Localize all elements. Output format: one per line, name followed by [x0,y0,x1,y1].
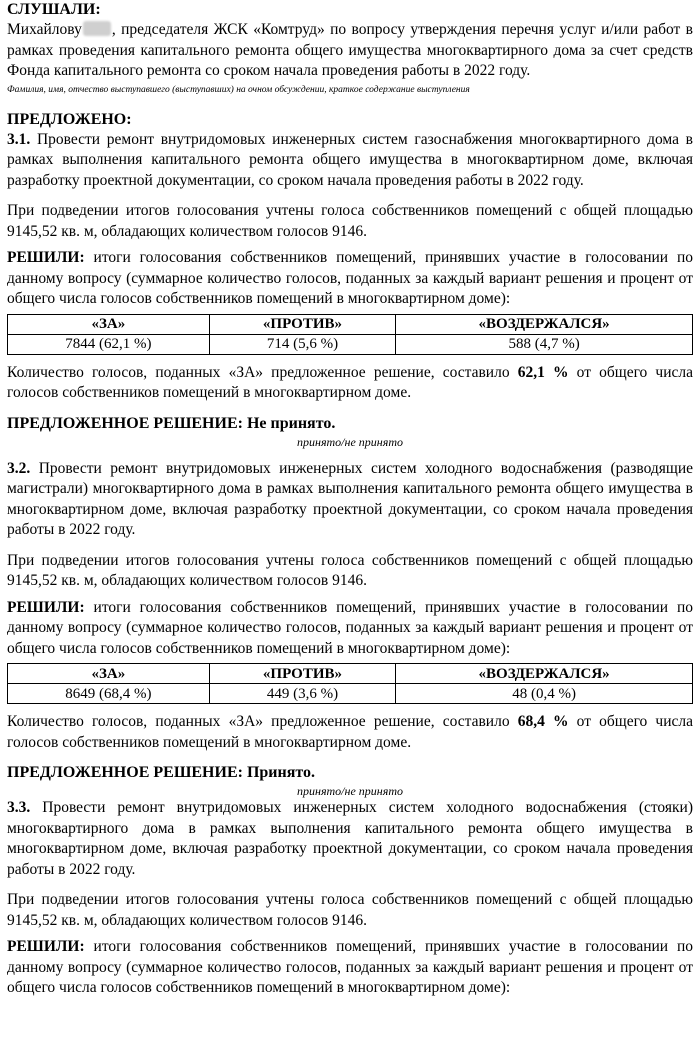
votes-value-row [8,334,693,354]
item-number: 3.1. [7,130,31,148]
item-3-1-proposal [7,130,693,192]
heard-paragraph [7,20,693,82]
col-abstain: «ВОЗДЕРЖАЛСЯ» [396,314,693,334]
item-text: Провести ремонт внутридомовых инженерных систем холодного водоснабжения (стояки) многоквартирного дома в рамках выполнения капитального ремонта общего имущества в многоквартирном доме, включая разработку проектной документации, со сроком начала проведения работы в 2022 году. [7,799,693,878]
votes-abstain: 48 (0,4 %) [396,684,693,704]
item-number: 3.3. [7,799,31,816]
item-3-3-proposal [7,798,693,880]
item-3-2-proposal [7,459,693,541]
col-abstain: «ВОЗДЕРЖАЛСЯ» [396,664,693,684]
tally-paragraph: При подведении итогов голосования учтены голоса собственников помещений с общей площадью 9145,52 кв. м, обладающих количеством голосов 9146. [7,551,693,589]
votes-header-row [8,314,693,334]
share-post: от общего числа голосов собственников помещений в многоквартирном доме. [7,363,694,401]
share-paragraph [7,363,693,404]
speaker-name: Михайлову [7,21,82,38]
decided-paragraph [7,598,693,660]
votes-value-row [8,684,693,704]
item-number: 3.2. [7,459,31,477]
redacted-name-block [83,21,111,36]
decision-line [7,414,693,434]
col-for: «ЗА» [8,314,210,334]
proposed-heading: ПРЕДЛОЖЕНО: [7,110,132,128]
decided-paragraph [7,248,693,310]
decision-line [7,763,693,783]
heard-note: Фамилия, имя, отчество выступавшего (выступавших) на очном обсуждении, краткое содержание выступления [7,84,470,95]
share-value: 68,4 % [517,713,569,730]
decision-hint: принято/не принято [296,434,403,449]
share-paragraph [7,712,693,753]
share-post: от общего числа голосов собственников помещений в многоквартирном доме. [7,713,694,751]
decision-label: ПРЕДЛОЖЕННОЕ РЕШЕНИЕ: [7,414,243,432]
item-text: Провести ремонт внутридомовых инженерных систем газоснабжения многоквартирного дома в рамках выполнения капитального ремонта общего имущества в многоквартирном доме, включая разработку проектной документации, со сроком начала проведения работы в 2022 году. [7,130,693,189]
tally-paragraph: При подведении итогов голосования учтены голоса собственников помещений с общей площадью 9145,52 кв. м, обладающих количеством голосов 9146. [7,891,693,929]
item-text: Провести ремонт внутридомовых инженерных систем холодного водоснабжения (разводящие магистрали) многоквартирного дома в рамках выполнения капитального ремонта общего имущества в многоквартирном доме, включая разработку проектной документации, со сроком начала проведения работы в 2022 году. [7,459,693,538]
votes-header-row [8,664,693,684]
decision-hint: принято/не принято [296,784,403,798]
decision-label: ПРЕДЛОЖЕННОЕ РЕШЕНИЕ: [7,764,243,781]
share-value: 62,1 % [517,363,569,381]
decided-label: РЕШИЛИ: [7,249,85,266]
votes-table [7,663,693,704]
votes-against: 714 (5,6 %) [209,334,396,354]
decided-text: итоги голосования собственников помещений, принявших участие в голосовании по данному вопросу (суммарное количество голосов, поданных за каждый вариант решения и процент от общего числа голосов собственников помещений в многоквартирном доме): [7,598,693,657]
votes-for: 8649 (68,4 %) [8,684,210,704]
heard-text: , председателя ЖСК «Комтруд» по вопросу утверждения перечня услуг и/или работ в рамках проведения капитального ремонта общего имущества многоквартирного дома за счет средств Фонда капитального ремонта со сроком начала проведения работы в 2022 году. [7,21,693,79]
votes-abstain: 588 (4,7 %) [396,334,693,354]
decided-text: итоги голосования собственников помещений, принявших участие в голосовании по данному вопросу (суммарное количество голосов, поданных за каждый вариант решения и процент от общего числа голосов собственников помещений в многоквартирном доме): [7,938,693,996]
votes-for: 7844 (62,1 %) [8,334,210,354]
share-pre: Количество голосов, поданных «ЗА» предложенное решение, составило [7,363,518,381]
decision-value: Принято. [246,764,316,781]
col-for: «ЗА» [8,664,210,684]
col-against: «ПРОТИВ» [209,314,396,334]
decision-value: Не принято. [246,414,336,432]
decided-label: РЕШИЛИ: [7,938,85,955]
tally-paragraph: При подведении итогов голосования учтены голоса собственников помещений с общей площадью 9145,52 кв. м, обладающих количеством голосов 9146. [7,202,693,240]
heard-heading: СЛУШАЛИ: [7,1,101,18]
decided-paragraph [7,937,693,999]
votes-table [7,314,693,355]
decided-text: итоги голосования собственников помещений, принявших участие в голосовании по данному вопросу (суммарное количество голосов, поданных за каждый вариант решения и процент от общего числа голосов собственников помещений в многоквартирном доме): [7,249,693,307]
votes-against: 449 (3,6 %) [209,684,396,704]
col-against: «ПРОТИВ» [209,664,396,684]
share-pre: Количество голосов, поданных «ЗА» предложенное решение, составило [7,713,518,730]
decided-label: РЕШИЛИ: [7,598,85,616]
